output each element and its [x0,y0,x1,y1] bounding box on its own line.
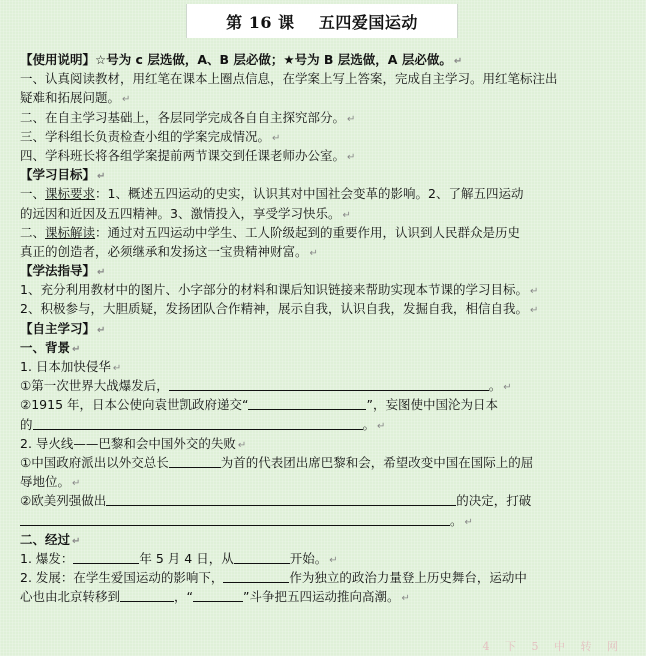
watermark-stamp: 4 下 5 中 转 网 [482,640,624,653]
goal-requirement: 一、课标要求：1、概述五四运动的史实，认识其对中国社会变革的影响。2、了解五四运动 [20,186,524,202]
answer-blank[interactable] [169,378,489,391]
question-line: 。 ↵ [20,511,636,530]
usage-item: 二、在自主学习基础上，各层同学完成各自自主探究部分。 ↵ [20,109,356,125]
goal-interpretation-cont: 真正的创造者，必须继承和发扬这一宝贵精神财富。 ↵ [20,243,318,259]
answer-blank[interactable] [120,589,174,602]
background-item-2: 2. 导火线——巴黎和会中国外交的失败 ↵ [20,435,247,451]
answer-blank[interactable] [193,589,243,602]
question-line: ①第一次世界大战爆发后， 。 ↵ [20,378,512,394]
lesson-title: 第 16 课 五四爱国运动 [226,12,418,32]
method-item: 2、积极参与，大胆质疑，发扬团队合作精神，展示自我，认识自我，发掘自我，相信自我。 ↵ [20,301,539,317]
document-body [20,50,636,606]
title-box [186,4,458,38]
goal-requirement-cont: 的远因和近因及五四精神。3、激情投入，享受学习快乐。 ↵ [20,205,351,221]
question-line: 辱地位。 ↵ [20,474,81,490]
question-line: ②1915 年，日本公使向袁世凯政府递交“ ”，妄图使中国沦为日本 [20,397,498,413]
self-study-heading: 【自主学习】 ↵ [20,320,106,336]
answer-blank[interactable] [106,493,456,506]
background-title: 一、背景 ↵ [20,339,81,355]
usage-item: 三、学科组长负责检查小组的学案完成情况。 ↵ [20,128,281,144]
goals-heading: 【学习目标】 ↵ [20,167,106,183]
method-item: 1、充分利用教材中的图片、小字部分的材料和课后知识链接来帮助实现本节课的学习目标。 ↵ [20,282,539,298]
process-item-2-cont: 心也由北京转移到 ，“ ”斗争把五四运动推向高潮。 ↵ [20,589,410,605]
answer-blank[interactable] [73,551,139,564]
question-line: ①中国政府派出以外交总长 为首的代表团出席巴黎和会，希望改变中国在国际上的屈 [20,454,534,470]
goal-interpretation: 二、课标解读：通过对五四运动中学生、工人阶级起到的重要作用，认识到人民群众是历史 [20,224,521,240]
usage-heading: 【使用说明】☆号为 c 层选做，A、B 层必做；★号为 B 层选做，A 层必做。 ↵ [20,52,463,67]
answer-blank[interactable] [248,397,366,410]
question-line: 的 。 ↵ [20,416,386,432]
usage-item: 四、学科班长将各组学案提前两节课交到任课老师办公室。 ↵ [20,147,356,163]
answer-blank[interactable] [234,551,290,564]
background-item-1: 1. 日本加快侵华 ↵ [20,359,122,374]
process-item-1: 1. 爆发： 年 5 月 4 日，从 开始。 ↵ [20,550,338,566]
process-title: 二、经过 ↵ [20,531,81,547]
answer-blank[interactable] [169,455,221,468]
answer-blank[interactable] [20,513,450,526]
question-line: ②欧美列强做出 的决定，打破 [20,493,532,509]
method-heading: 【学法指导】 ↵ [20,263,106,279]
answer-blank[interactable] [33,417,363,430]
answer-blank[interactable] [223,570,289,583]
process-item-2: 2. 发展：在学生爱国运动的影响下， 作为独立的政治力量登上历史舞台，运动中 [20,570,527,586]
usage-item: 一、认真阅读教材，用红笔在课本上圈点信息，在学案上写上答案，完成自主学习。用红笔标注出 [20,71,558,87]
usage-item: 疑难和拓展问题。 ↵ [20,90,131,106]
